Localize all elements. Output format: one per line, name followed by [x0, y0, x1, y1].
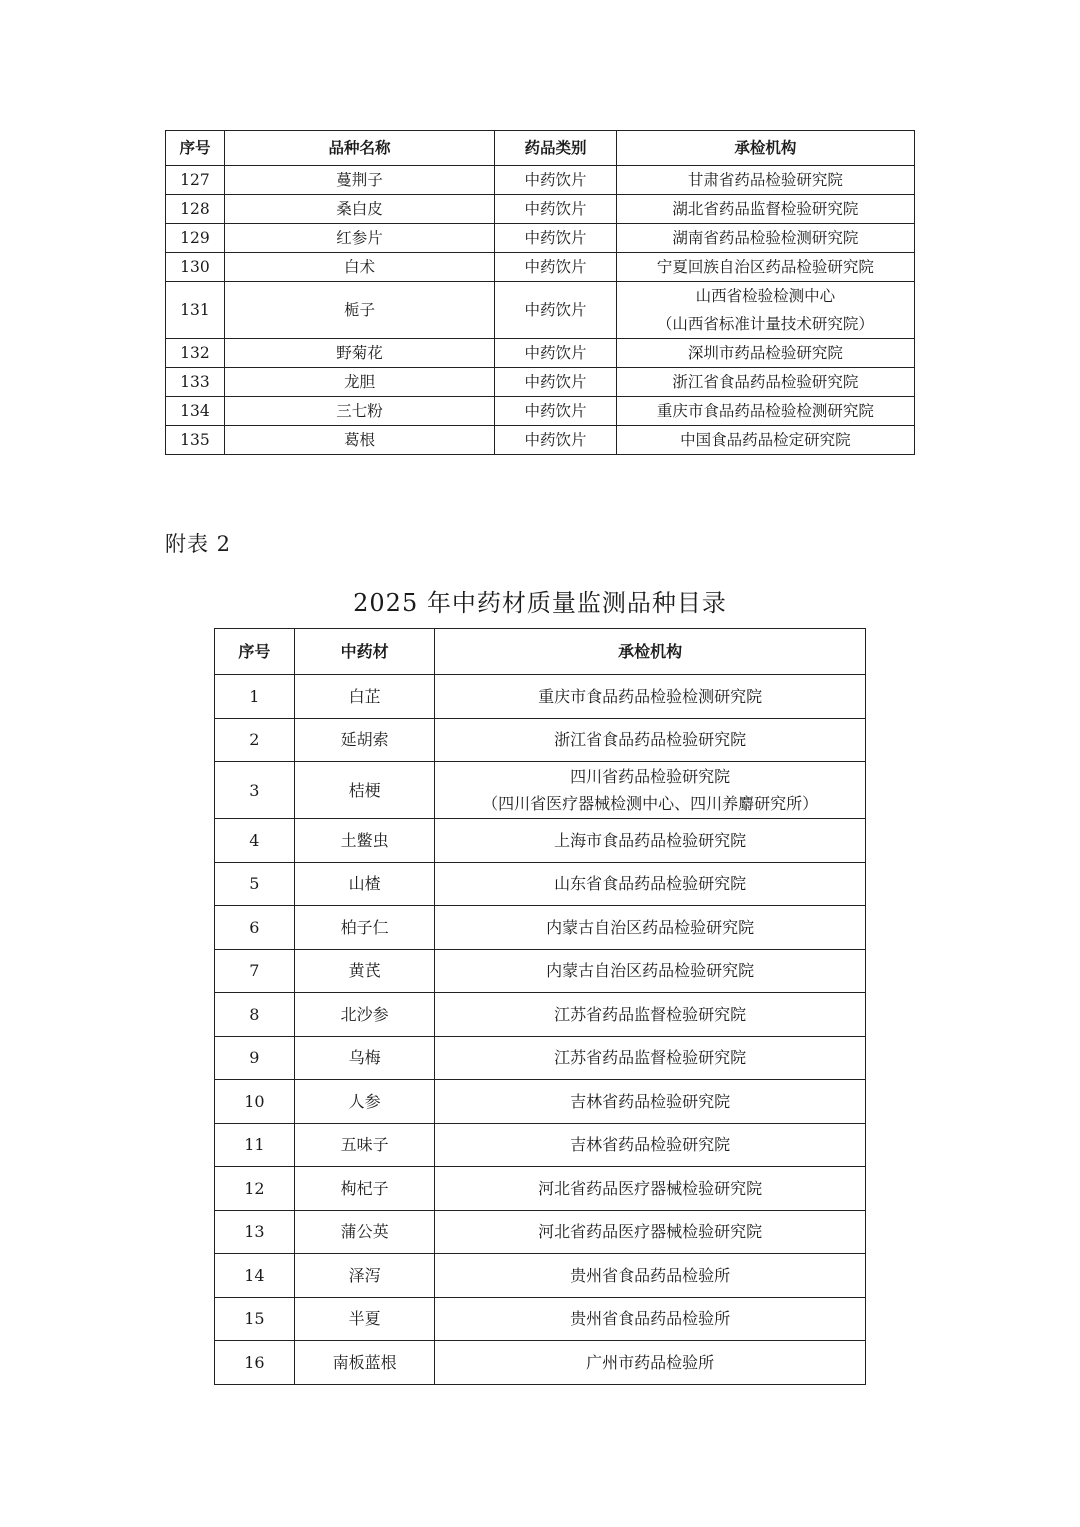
cell-agency [435, 762, 866, 819]
cell-agency [616, 166, 914, 195]
cell-name: 蔓荆子 [224, 166, 494, 195]
cell-no: 129 [166, 224, 225, 253]
cell-herb: 柏子仁 [294, 906, 435, 950]
cell-no: 7 [215, 949, 295, 993]
cell-agency [435, 1080, 866, 1124]
table-row [215, 1123, 866, 1167]
cell-no: 10 [215, 1080, 295, 1124]
cell-herb: 北沙参 [294, 993, 435, 1037]
cell-no: 135 [166, 426, 225, 455]
appendix-label: 附表 2 [165, 532, 232, 556]
cell-agency [616, 282, 914, 339]
cell-herb: 乌梅 [294, 1036, 435, 1080]
table-row [166, 368, 915, 397]
cell-herb: 南板蓝根 [294, 1341, 435, 1385]
table-row [166, 195, 915, 224]
cell-agency [616, 224, 914, 253]
agency-line: 内蒙古自治区药品检验研究院 [546, 917, 755, 937]
cell-herb: 枸杞子 [294, 1167, 435, 1211]
cell-no: 6 [215, 906, 295, 950]
cell-category: 中药饮片 [495, 426, 617, 455]
agency-line: 河北省药品医疗器械检验研究院 [538, 1178, 763, 1198]
table-row [215, 1036, 866, 1080]
agency-line: 贵州省食品药品检验所 [570, 1309, 731, 1329]
cell-herb: 半夏 [294, 1297, 435, 1341]
table-row [215, 1210, 866, 1254]
cell-no: 133 [166, 368, 225, 397]
cell-no: 12 [215, 1167, 295, 1211]
cell-name: 野菊花 [224, 339, 494, 368]
agency-line: 江苏省药品监督检验研究院 [554, 1048, 747, 1068]
table-row [215, 906, 866, 950]
table-row [215, 675, 866, 719]
cell-herb: 蒲公英 [294, 1210, 435, 1254]
table-row [215, 1080, 866, 1124]
agency-line: 广州市药品检验所 [586, 1352, 715, 1372]
cell-no: 16 [215, 1341, 295, 1385]
cell-name: 桑白皮 [224, 195, 494, 224]
cell-agency [616, 339, 914, 368]
agency-subline: （四川省医疗器械检测中心、四川养麝研究所） [482, 794, 819, 813]
cell-herb: 人参 [294, 1080, 435, 1124]
cell-herb: 山楂 [294, 862, 435, 906]
cell-no: 132 [166, 339, 225, 368]
cell-agency [616, 253, 914, 282]
table-row [215, 862, 866, 906]
agency-line: 吉林省药品检验研究院 [570, 1135, 731, 1155]
cell-agency [435, 1297, 866, 1341]
cell-category: 中药饮片 [495, 166, 617, 195]
table-title: 2025 年中药材质量监测品种目录 [353, 589, 727, 617]
table-row [215, 762, 866, 819]
cell-agency [435, 1210, 866, 1254]
cell-no: 127 [166, 166, 225, 195]
cell-agency [616, 195, 914, 224]
agency-line: 浙江省食品药品检验研究院 [554, 730, 747, 750]
cell-agency [616, 397, 914, 426]
agency-line: 四川省药品检验研究院 [570, 767, 731, 786]
cell-name: 葛根 [224, 426, 494, 455]
cell-no: 128 [166, 195, 225, 224]
cell-name: 白术 [224, 253, 494, 282]
cell-name: 栀子 [224, 282, 494, 339]
agency-line: 湖南省药品检验检测研究院 [672, 229, 859, 247]
cell-herb: 延胡索 [294, 718, 435, 762]
cell-no: 3 [215, 762, 295, 819]
cell-no: 2 [215, 718, 295, 762]
agency-line: 内蒙古自治区药品检验研究院 [546, 961, 755, 981]
table-row [166, 282, 915, 339]
table-row [215, 1297, 866, 1341]
cell-agency [435, 1123, 866, 1167]
cell-agency [435, 906, 866, 950]
table-row [215, 1254, 866, 1298]
cell-no: 8 [215, 993, 295, 1037]
cell-no: 11 [215, 1123, 295, 1167]
agency-line: 重庆市食品药品检验检测研究院 [538, 686, 763, 706]
table-row [166, 426, 915, 455]
agency-line: 中国食品药品检定研究院 [680, 431, 851, 449]
cell-name: 龙胆 [224, 368, 494, 397]
table-row [215, 718, 866, 762]
cell-no: 1 [215, 675, 295, 719]
agency-line: 湖北省药品监督检验研究院 [672, 200, 859, 218]
agency-line: 宁夏回族自治区药品检验研究院 [656, 258, 874, 276]
cell-category: 中药饮片 [495, 397, 617, 426]
table-row [166, 339, 915, 368]
agency-line: 贵州省食品药品检验所 [570, 1265, 731, 1285]
cell-no: 134 [166, 397, 225, 426]
cell-category: 中药饮片 [495, 339, 617, 368]
cell-herb: 五味子 [294, 1123, 435, 1167]
cell-no: 5 [215, 862, 295, 906]
agency-line: 江苏省药品监督检验研究院 [554, 1004, 747, 1024]
agency-line: 吉林省药品检验研究院 [570, 1091, 731, 1111]
table-row [215, 1167, 866, 1211]
cell-category: 中药饮片 [495, 368, 617, 397]
cell-herb: 白芷 [294, 675, 435, 719]
agency-line: 上海市食品药品检验研究院 [554, 830, 747, 850]
cell-category: 中药饮片 [495, 282, 617, 339]
cell-name: 三七粉 [224, 397, 494, 426]
cell-agency [435, 1167, 866, 1211]
header-no: 序号 [166, 131, 225, 166]
agency-subline: （山西省标准计量技术研究院） [656, 315, 874, 333]
cell-agency [435, 819, 866, 863]
table-row [166, 224, 915, 253]
agency-line: 重庆市食品药品检验检测研究院 [656, 402, 874, 420]
header-herb: 中药材 [294, 629, 435, 675]
cell-agency [435, 949, 866, 993]
table-row [166, 253, 915, 282]
cell-no: 130 [166, 253, 225, 282]
cell-no: 14 [215, 1254, 295, 1298]
cell-agency [435, 1254, 866, 1298]
table-row [166, 166, 915, 195]
table-row [166, 397, 915, 426]
cell-herb: 桔梗 [294, 762, 435, 819]
herb-monitoring-table [214, 628, 866, 1385]
header-agency: 承检机构 [616, 131, 914, 166]
agency-line: 河北省药品医疗器械检验研究院 [538, 1222, 763, 1242]
cell-agency [435, 993, 866, 1037]
table-header-row [166, 131, 915, 166]
cell-no: 4 [215, 819, 295, 863]
cell-no: 15 [215, 1297, 295, 1341]
table-row [215, 993, 866, 1037]
cell-agency [435, 1036, 866, 1080]
cell-herb: 黄芪 [294, 949, 435, 993]
agency-line: 甘肃省药品检验研究院 [687, 171, 843, 189]
header-category: 药品类别 [495, 131, 617, 166]
header-no: 序号 [215, 629, 295, 675]
agency-line: 山东省食品药品检验研究院 [554, 874, 747, 894]
cell-no: 131 [166, 282, 225, 339]
cell-agency [616, 426, 914, 455]
table-header-row [215, 629, 866, 675]
cell-herb: 泽泻 [294, 1254, 435, 1298]
header-name: 品种名称 [224, 131, 494, 166]
drug-table-continued [165, 130, 915, 455]
cell-no: 13 [215, 1210, 295, 1254]
cell-agency [435, 862, 866, 906]
cell-name: 红参片 [224, 224, 494, 253]
cell-agency [435, 1341, 866, 1385]
cell-category: 中药饮片 [495, 224, 617, 253]
cell-no: 9 [215, 1036, 295, 1080]
agency-line: 深圳市药品检验研究院 [687, 344, 843, 362]
agency-line: 山西省检验检测中心 [695, 287, 836, 305]
agency-line: 浙江省食品药品检验研究院 [672, 373, 859, 391]
table-row [215, 949, 866, 993]
table-row [215, 1341, 866, 1385]
cell-category: 中药饮片 [495, 195, 617, 224]
cell-category: 中药饮片 [495, 253, 617, 282]
cell-herb: 土鳖虫 [294, 819, 435, 863]
header-agency: 承检机构 [435, 629, 866, 675]
cell-agency [616, 368, 914, 397]
cell-agency [435, 718, 866, 762]
cell-agency [435, 675, 866, 719]
table-row [215, 819, 866, 863]
